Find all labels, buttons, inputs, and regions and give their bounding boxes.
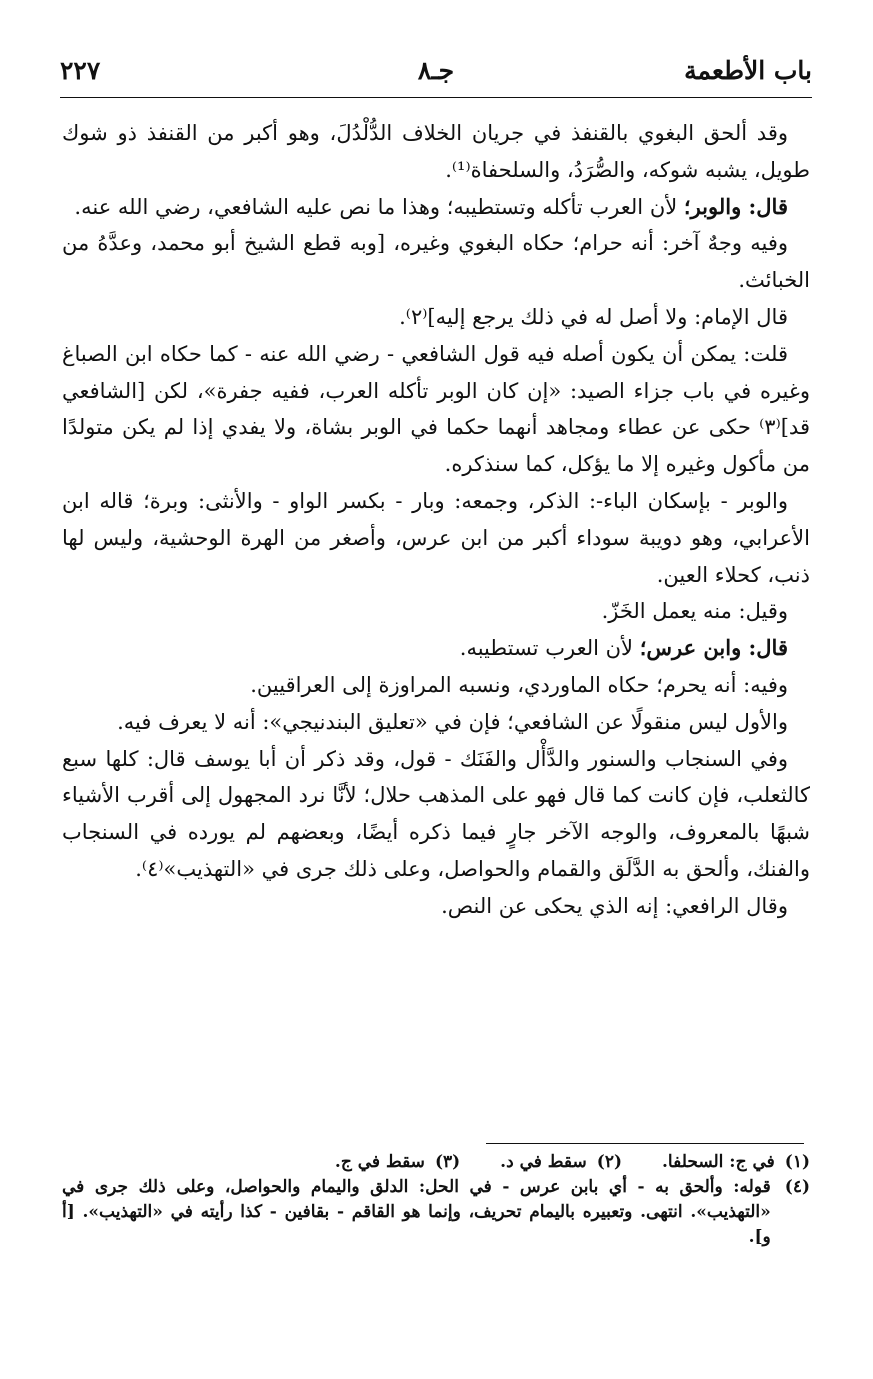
footnote-2	[500, 1150, 622, 1175]
paragraph-text: وقد ألحق البغوي بالقنفذ في جريان الخلاف الدُّلْدُلَ، وهو أكبر من القنفذ ذو شوك طويل، يشبه شوكه، والصُّرَدُ، والسلحفاة⁽¹⁾.	[62, 121, 810, 182]
footnote-number: (٤)	[784, 1177, 810, 1197]
paragraph-lead: قال: والوبر؛	[683, 193, 788, 219]
header-divider	[60, 97, 812, 98]
paragraph-text: وفيه: أنه يحرم؛ حكاه الماوردي، ونسبه المراوزة إلى العراقيين.	[250, 672, 788, 697]
paragraph-text: والأول ليس منقولًا عن الشافعي؛ فإن في «تعليق البندنيجي»: أنه لا يعرف فيه.	[117, 709, 788, 734]
paragraph-text: قال الإمام: ولا أصل له في ذلك يرجع إليه]⁽٢⁾.	[399, 304, 788, 329]
paragraph-7	[62, 593, 810, 630]
paragraph-text: والوبر - بإسكان الباء-: الذكر، وجمعه: وبار - بكسر الواو - والأنثى: وبرة؛ قاله ابن الأعرابي، وهو دويبة سوداء أكبر من ابن عرس، وأصغر من الهرة الوحشية، وليس لها ذنب، كحلاء العين.	[62, 488, 810, 587]
page-number: ٢٢٧	[60, 56, 101, 85]
paragraph-text: لأن العرب تستطيبه.	[459, 636, 640, 661]
paragraph-2	[62, 189, 810, 226]
footnote-text: سقط في ج.	[334, 1152, 425, 1172]
footnotes	[62, 1150, 810, 1250]
main-text	[62, 115, 810, 925]
paragraph-text: وقيل: منه يعمل الخَزّ.	[601, 599, 788, 624]
paragraph-1	[62, 115, 810, 189]
paragraph-8	[62, 630, 810, 667]
footnote-4	[62, 1175, 810, 1250]
footnote-number: (١)	[784, 1152, 810, 1172]
paragraph-11	[62, 741, 810, 888]
paragraph-text: لأن العرب تأكله وتستطيبه؛ وهذا ما نص عليه الشافعي، رضي الله عنه.	[74, 194, 684, 219]
volume-label: جـ٨	[417, 56, 455, 85]
paragraph-10	[62, 704, 810, 741]
footnote-text: في ج: السحلفا.	[662, 1152, 775, 1172]
paragraph-9	[62, 667, 810, 704]
footnote-number: (٢)	[596, 1152, 623, 1172]
paragraph-text: وفي السنجاب والسنور والدَّأْل والفَنَك - قول، وقد ذكر أن أبا يوسف قال: كلها سبع كالثعلب، فإن كانت كما قال فهو على المذهب حلال؛ لأنَّا نرد المجهول إلى أقرب الأشياء شبهًا بالمعروف، والوجه الآخر جارٍ فيما ذكره أيضًا، وبعضهم لم يورده في السنجاب والفنك، وألحق به الدَّلَق والقمام والحواصل، وعلى ذلك جرى في «التهذيب»⁽٤⁾.	[62, 746, 810, 881]
paragraph-lead: قال: وابن عرس؛	[639, 635, 788, 661]
paragraph-3	[62, 225, 810, 299]
footnote-3	[335, 1150, 460, 1175]
paragraph-text: وفيه وجهٌ آخر: أنه حرام؛ حكاه البغوي وغيره، [وبه قطع الشيخ أبو محمد، وعدَّهُ من الخبائث.	[62, 231, 810, 293]
paragraph-12	[62, 888, 810, 925]
footnote-divider	[486, 1143, 804, 1144]
footnote-row-1	[62, 1150, 810, 1175]
footnote-1	[662, 1150, 810, 1175]
running-header	[60, 52, 812, 92]
footnote-text: سقط في د.	[500, 1152, 587, 1172]
paragraph-text: وقال الرافعي: إنه الذي يحكى عن النص.	[441, 893, 788, 918]
paragraph-5	[62, 336, 810, 483]
chapter-title: باب الأطعمة	[684, 56, 812, 85]
paragraph-text: قلت: يمكن أن يكون أصله فيه قول الشافعي - رضي الله عنه - كما حكاه ابن الصباغ وغيره في باب جزاء الصيد: «إن كان الوبر تأكله العرب، ففيه جفرة»، لكن [الشافعي قد]⁽٣⁾ حكى عن عطاء ومجاهد أنهما حكما في الوبر بشاة، ولا يفدي إذا لم يكن متولدًا من مأكول وغيره إلا ما يؤكل، كما سنذكره.	[62, 341, 810, 477]
paragraph-6	[62, 483, 810, 593]
footnote-number: (٣)	[434, 1152, 461, 1172]
paragraph-4	[62, 299, 810, 336]
footnote-text: قوله: وألحق به - أي بابن عرس - في الحل: الدلق واليمام والحواصل، وعلى ذلك جرى في «التهذيب». انتهى. وتعبيره باليمام تحريف، وإنما هو القاقم - بقافين - كذا رأيته في «التهذيب». [أ و].	[62, 1177, 771, 1247]
